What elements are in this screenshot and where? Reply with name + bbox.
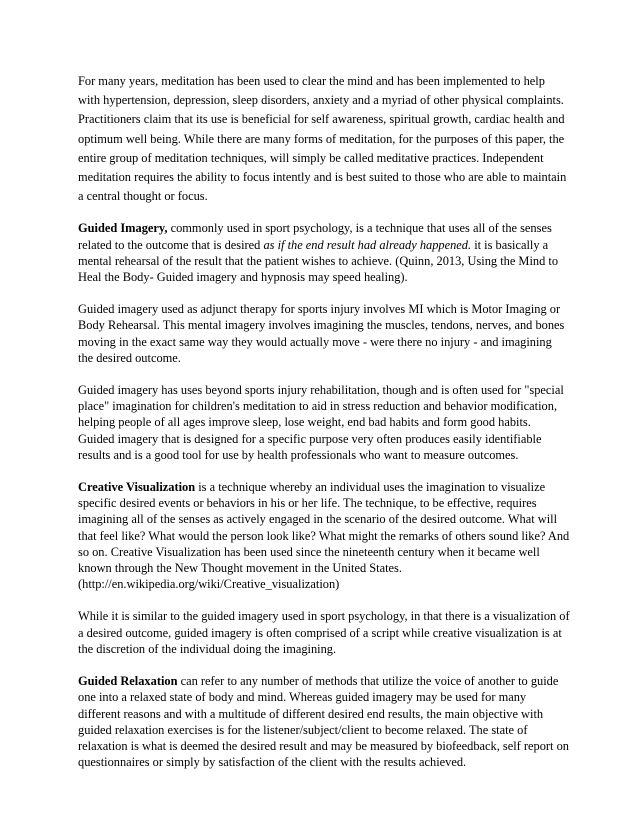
guided-imagery-text-a: commonly used in sport psychology, is a technique that uses all of the senses related to the outcome that is desired bbox=[78, 221, 552, 252]
paragraph-guided-imagery-uses: Guided imagery has uses beyond sports injury rehabilitation, though and is often used for "special place" imagination for children's meditation to aid in stress reduction and behavior modification, helping people of all ages improve sleep, lose weight, end bad habits and form good habits. Guided imagery that is designed for a specific purpose very often produces easily identifiable results and is a good tool for use by health professionals who want to measure outcomes. bbox=[78, 383, 564, 462]
creative-visualization-text: is a technique whereby an individual uses the imagination to visualize specific desired events or behaviors in his or her life. The technique, to be effective, requires imagining all of the senses as actively engaged in the scenario of the desired outcome. What will that feel like? What would the person look like? What might the remarks of others sound like? And so on. Creative Visualization has been used since the nineteenth century when it became well known through the New Thought movement in the United States. (http://en.wikipedia.org/wiki/Creative_visualization) bbox=[78, 480, 570, 592]
document-page bbox=[78, 72, 570, 786]
term-creative-visualization: Creative Visualization bbox=[78, 480, 196, 495]
guided-imagery-text-b: it is basically a mental rehearsal of the result that the patient wishes to achieve. (Quinn, 2013, Using the Mind to Heal the Body- Guided imagery and hypnosis may speed healing). bbox=[78, 237, 559, 285]
paragraph-comparison: While it is similar to the guided imagery used in sport psychology, in that there is a visualization of a desired outcome, guided imagery is often comprised of a script while creative visualization is at the discretion of the individual doing the imagining. bbox=[78, 609, 570, 656]
term-guided-imagery: Guided Imagery, bbox=[78, 221, 168, 236]
guided-imagery-italic: as if the end result had already happened. bbox=[263, 237, 472, 252]
paragraph-creative-visualization bbox=[78, 479, 570, 592]
guided-relaxation-text: can refer to any number of methods that utilize the voice of another to guide one into a relaxed state of body and mind. Whereas guided imagery may be used for many different reasons and with a multitude of different desired end results, the main objective with guided relaxation exercises is for the listener/subject/client to become relaxed. The state of relaxation is what is deemed the desired result and may be measured by biofeedback, self report on questionnaires or simply by satisfaction of the client with the results achieved. bbox=[78, 674, 569, 770]
paragraph-guided-imagery bbox=[78, 220, 570, 285]
paragraph-adjunct-therapy: Guided imagery used as adjunct therapy for sports injury involves MI which is Motor Imaging or Body Rehearsal. This mental imagery involves imagining the muscles, tendons, nerves, and bones moving in the exact same way they would actually move - were there no injury - and imagining the desired outcome. bbox=[78, 302, 565, 365]
term-guided-relaxation: Guided Relaxation bbox=[78, 674, 178, 689]
paragraph-guided-relaxation bbox=[78, 673, 570, 770]
paragraph-meditation-intro: For many years, meditation has been used to clear the mind and has been implemented to help with hypertension, depression, sleep disorders, anxiety and a myriad of other physical complaints. Practitioners claim that its use is beneficial for self awareness, spiritual growth, cardiac health and optimum well being. While there are many forms of meditation, for the purposes of this paper, the entire group of meditation techniques, will simply be called meditative practices. Independent meditation requires the ability to focus intently and is best suited to those who are able to maintain a central thought or focus. bbox=[78, 74, 567, 204]
